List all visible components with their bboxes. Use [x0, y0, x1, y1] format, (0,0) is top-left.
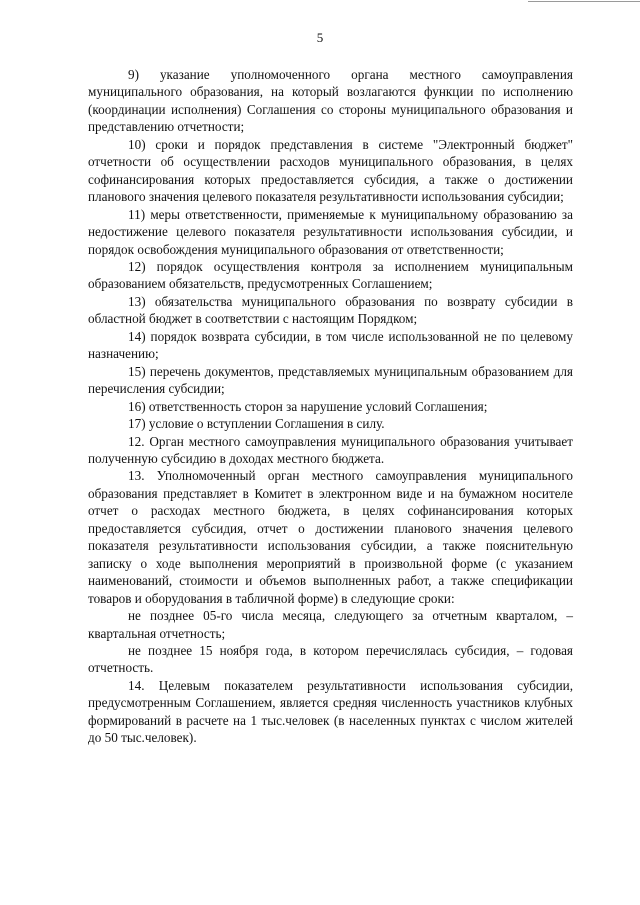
paragraph-item-15: 15) перечень документов, представляемых муниципальным образованием для перечисления субсидии;	[88, 363, 573, 397]
paragraph-item-13: 13) обязательства муниципального образования по возврату субсидии в областной бюджет в соответствии с настоящим Порядком;	[88, 293, 573, 327]
paragraph-item-9: 9) указание уполномоченного органа местного самоуправления муниципального образования, на который возлагаются функции по исполнению (координации исполнения) Соглашения со стороны муниципального образования и представлению отчетности;	[88, 67, 573, 135]
document-body	[88, 66, 573, 747]
paragraph-item-16: 16) ответственность сторон за нарушение условий Соглашения;	[128, 398, 488, 414]
paragraph-quarterly-deadline: не позднее 05-го числа месяца, следующего за отчетным кварталом, – квартальная отчетность;	[88, 608, 573, 641]
paragraph-item-14: 14) порядок возврата субсидии, в том числе использованной не по целевому назначению;	[88, 328, 573, 362]
paragraph-item-10: 10) сроки и порядок представления в системе "Электронный бюджет" отчетности об осуществлении расходов муниципального образования, в целях софинансирования которых предоставляется субсидия, а также о достижении планового значения целевого показателя результативности использования субсидии;	[88, 136, 573, 205]
paragraph-section-13: 13. Уполномоченный орган местного самоуправления муниципального образования представляет в Комитет в электронном виде и на бумажном носителе отчет о расходах местного бюджета, в целях софинансирования которых предоставляется субсидия, отчет о достижении планового значения целевого показателя результативности использования субсидии, а также пояснительную записку о ходе выполнения мероприятий в произвольной форме (с указанием наименований, стоимости и объемов выполненных работ, а также спецификации товаров и оборудования в табличной форме) в следующие сроки:	[88, 468, 573, 606]
paragraph-section-12: 12. Орган местного самоуправления муниципального образования учитывает полученную субсидию в доходах местного бюджета.	[88, 433, 573, 466]
paragraph-item-17: 17) условие о вступлении Соглашения в силу.	[128, 416, 385, 432]
top-right-rule	[528, 1, 640, 2]
paragraph-annual-deadline: не позднее 15 ноября года, в котором перечислялась субсидия, – годовая отчетность.	[88, 642, 573, 676]
paragraph-item-11: 11) меры ответственности, применяемые к муниципальному образованию за недостижение целевого показателя результативности использования субсидии, и порядок освобождения муниципального образования от ответственности;	[88, 206, 573, 257]
page-number: 5	[316, 30, 324, 45]
paragraph-item-12: 12) порядок осуществления контроля за исполнением муниципальным образованием обязательств, предусмотренных Соглашением;	[88, 258, 573, 292]
paragraph-section-14: 14. Целевым показателем результативности использования субсидии, предусмотренным Соглашением, является средняя численность участников клубных формирований в расчете на 1 тыс.человек (в населенных пунктах с числом жителей до 50 тыс.человек).	[88, 677, 573, 746]
